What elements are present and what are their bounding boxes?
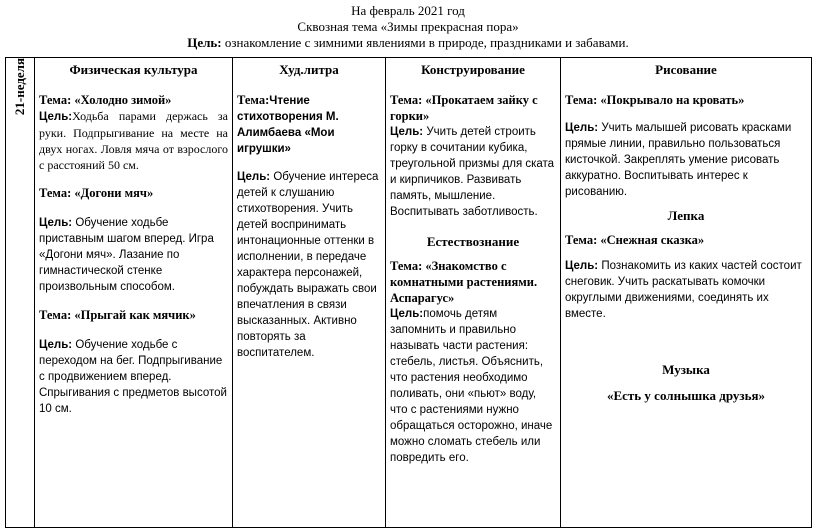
topic-title: Тема: «Снежная сказка» — [565, 233, 705, 247]
subject-heading-modeling: Лепка — [667, 208, 705, 223]
topic-goal: Цель: Обучение интереса детей к слушанию стихотворения. Учить детей воспринимать интонационные оттенки в исполнении, в передаче характера персонажей, побуждать выражать свои впечатления в связи высказанных. Активно повторять за воспитателем. — [237, 171, 379, 359]
topic-goal: Цель: Обучение ходьбе приставным шагом вперед. Игра «Догони мяч». Лазание по гимнастической стенке произвольным способом. — [39, 217, 214, 293]
plan-goal — [0, 35, 816, 51]
goal-label: Цель: — [187, 35, 222, 50]
week-label: 21-неделя — [12, 58, 27, 116]
column-heading: Конструирование — [421, 62, 525, 77]
column-heading: Физическая культура — [69, 62, 198, 77]
column-drawing — [561, 58, 812, 528]
column-physical-education — [35, 58, 233, 528]
goal-text: ознакомление с зимними явлениями в природе, праздниками и забавами. — [221, 35, 629, 50]
topic-goal: Цель: Учить малышей рисовать красками прямые линии, правильно пользоваться кисточкой. Закреплять умение рисовать аккуратно. Воспитывать интерес к рисованию. — [565, 122, 792, 198]
topic-title: Тема: «Холодно зимой» — [39, 93, 172, 107]
column-literature — [233, 58, 386, 528]
topic-title: Тема: «Покрывало на кровать» — [565, 93, 745, 107]
topic-goal: Цель: Учить детей строить горку в сочитании кубика, треугольной призмы для ската и кирпичиков. Развивать память, мышление. Воспитывать заботливость. — [390, 126, 555, 218]
topic-goal: Цель: Обучение ходьбе с переходом на бег. Подпрыгивание с продвижением вперед. Спрыгивания с предметов высотой 10 см. — [39, 339, 227, 415]
topic-title: Тема: «Прокатаем зайку с горки» — [390, 93, 538, 123]
topic-title: Тема: «Прыгай как мячик» — [39, 308, 196, 322]
topic-goal: Цель:Ходьба парами держась за руки. Подпрыгивание на месте на двух ногах. Ловля мяча от взрослого с расстояний 50 см. — [39, 109, 228, 172]
column-construction — [386, 58, 561, 528]
subject-heading-music: Музыка — [662, 362, 710, 377]
through-theme: Сквозная тема «Зимы прекрасная пора» — [297, 19, 519, 34]
topic-title: Тема:Чтение стихотворения М. Алимбаева «Мои игрушки» — [237, 93, 339, 155]
topic-title: «Есть у солнышка друзья» — [606, 388, 766, 403]
subject-heading-nature: Естествознание — [426, 234, 520, 249]
topic-goal: Цель:помочь детям запомнить и правильно называть части растения: стебель, листья. Объяснить, что растения необходимо поливать, они «пьют» воду, что с растениями нужно обращаться осторожно, иначе можно сломать стебель или повредить его. — [390, 308, 553, 464]
week-cell — [6, 58, 35, 528]
topic-title: Тема: «Догони мяч» — [39, 186, 154, 200]
column-heading: Рисование — [655, 62, 717, 77]
topic-goal: Цель: Познакомить из каких частей состоит снеговик. Учить раскатывать комочки округлыми движениями, соединять их вместе. — [565, 260, 802, 320]
topic-title: Тема: «Знакомство с комнатными растениями. Аспарагус» — [390, 259, 538, 305]
weekly-plan-table — [5, 57, 812, 528]
column-heading: Худ.литра — [279, 62, 339, 77]
plan-month-title: На февраль 2021 год — [351, 3, 465, 18]
